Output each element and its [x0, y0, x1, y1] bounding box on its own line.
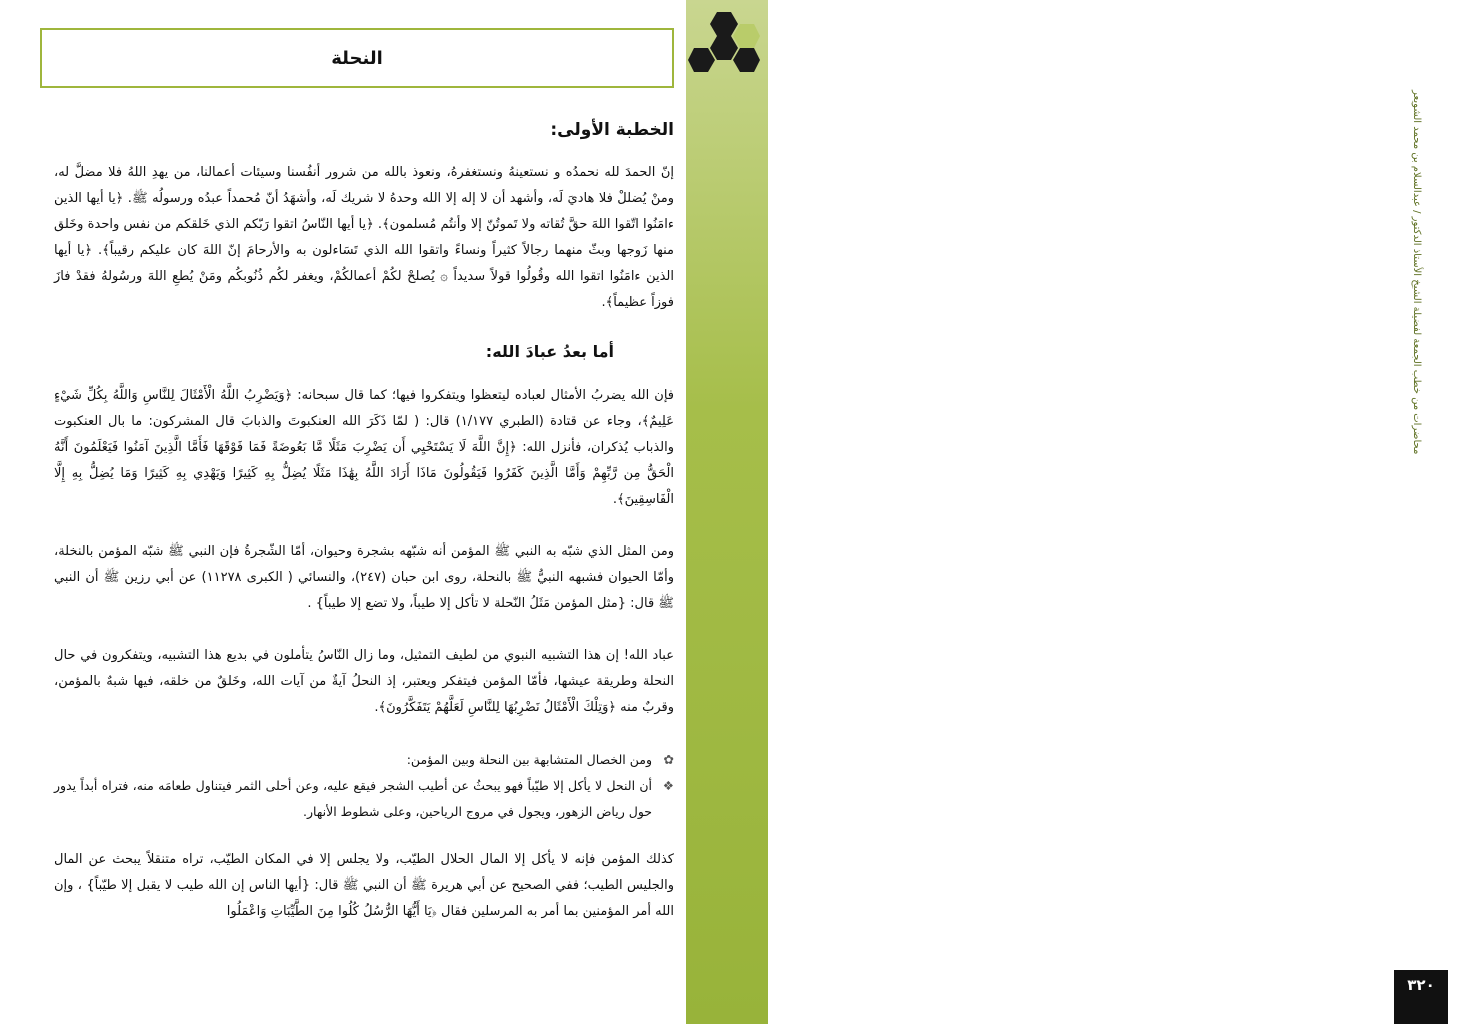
- paragraph-intro: إنّ الحمدَ لله نحمدُه و نستعينهُ ونستغفرهُ، ونعوذ بالله من شرور أنفُسنا وسيئات أعمالنا، من يهدِ اللهُ فلا مضلَّ له، ومنْ يُضللْ فلا هاديَ لَه، وأشهد أن لا إله إلا الله وحدهُ لا شريك لَه، وأشهَدُ أنّ مُحمداً عبدُه ورسولُه ﷺ. ﴿يا أيها الذين ءامَنُوا اتّقوا اللهَ حقَّ تُقاته ولا تَموتُنّ إلا وأنتُم مُسلمون﴾. ﴿يا أيها النّاسُ اتقوا رَبّكم الذي خَلقكم من نفس واحدة وخَلق منها زَوجها وبثّ منهما رجالاً كثيراً ونساءً واتقوا الله الذي تَسَاءلون به والأرحامَ إنّ اللهَ كان عليكم رقيباً﴾. ﴿يا أيها الذين ءامَنُوا اتقوا الله وقُولُوا قولاً سديداً ۞ يُصلحْ لكُمْ أعمالكُمْ، ويغفر لكُم ذُنُوبكُم ومَنْ يُطعِ اللهَ ورسُولهُ فقدْ فازَ فوزاً عظيماً﴾.: [54, 165, 674, 310]
- page-title: النحلة: [40, 28, 674, 88]
- list-item: [54, 773, 674, 825]
- side-caption: محاضرات من خطب الجمعة لفضيلة الشيخ الأستاذ الدكتور / عبدالسلام بن محمد الشويعر: [1411, 90, 1422, 455]
- page-number: ٣٢٠: [1394, 970, 1448, 1024]
- bullet-list: [54, 747, 674, 825]
- paragraph-amthal: فإن الله يضربُ الأمثال لعباده ليتعظوا ويتفكروا فيها؛ كما قال سبحانه: ﴿وَيَضْرِبُ اللَّهُ الْأَمْثَالَ لِلنَّاسِ وَاللَّهُ بِكُلِّ شَيْءٍ عَلِيمٌ﴾، وجاء عن قتادة (الطبري ١/١٧٧) قال: ( لمّا ذَكَرَ الله العنكبوتَ والذبابَ قال المشركون: ما بال العنكبوت والذباب يُذكران، فأنزل الله: ﴿إِنَّ اللَّهَ لَا يَسْتَحْيِي أَن يَضْرِبَ مَثَلًا مَّا بَعُوضَةً فَمَا فَوْقَهَا فَأَمَّا الَّذِينَ آمَنُوا فَيَعْلَمُونَ أَنَّهُ الْحَقُّ مِن رَّبِّهِمْ وَأَمَّا الَّذِينَ كَفَرُوا فَيَقُولُونَ مَاذَا أَرَادَ اللَّهُ بِهَٰذَا مَثَلًا يُضِلُّ بِهِ كَثِيرًا وَيَهْدِي بِهِ كَثِيرًا وَمَا يُضِلُّ بِهِ إِلَّا الْفَاسِقِينَ﴾.: [54, 388, 674, 507]
- list-item-text: ومن الخصال المتشابهة بين النحلة وبين المؤمن:: [406, 752, 652, 767]
- heading-first-sermon: الخطبة الأولى:: [550, 120, 674, 140]
- paragraph-last: كذلك المؤمن فإنه لا يأكل إلا المال الحلال الطيّب، ولا يجلس إلا في المكان الطيّب، تراه متنقلاً يبحث عن المال والجليس الطيب؛ ففي الصحيح عن أبي هريرة ﷺ أن النبي ﷺ قال: {أيها الناس إن الله طيب لا يقبل إلا طيّباً} ، وإن الله أمر المؤمنين بما أمر به المرسلين فقال ﴿يَا أَيُّهَا الرُّسُلُ كُلُوا مِنَ الطَّيِّبَاتِ وَاعْمَلُوا: [54, 852, 674, 919]
- flower-icon: ✿: [663, 752, 674, 767]
- side-bar: [686, 0, 1465, 1024]
- bee-icon: ❖: [662, 778, 674, 793]
- side-title: خطبة جديدة: [1414, 640, 1465, 863]
- heading-amma-baad: أما بعدُ عبادَ الله:: [485, 342, 614, 361]
- article-body: [54, 120, 674, 951]
- list-item-text: أن النحل لا يأكل إلا طيّباً فهو يبحثُ عن أطيب الشجر فيقع عليه، وعن أحلى الثمر فيتناول طعامَه منه، فتراه أبداً يدور حول رياض الزهور، ويجول في مروج الرياحين، وعلى شطوط الأنهار.: [54, 778, 652, 819]
- paragraph-mathal: ومن المثل الذي شبّه به النبي ﷺ المؤمن أنه شبّهه بشجرة وحيوان، أمّا الشّجرةُ فإن النبي ﷺ شبّه المؤمن بالنخلة، وأمّا الحيوان فشبهه النبيُّ ﷺ بالنحلة، روى ابن حبان (٢٤٧)، والنسائي ( الكبرى ١١٢٧٨) عن أبي رزين ﷺ أن النبي ﷺ قال: {مثل المؤمن مَثَلُ النّحلة لا تأكل إلا طيباً، ولا تضع إلا طيباً} .: [54, 544, 674, 611]
- list-item: [54, 747, 674, 773]
- paragraph-ibad: عباد الله! إن هذا التشبيه النبوي من لطيف التمثيل، وما زال النّاسُ يتأملون في بديع هذا التشبيه، ويتفكرون في حال النحلة وطريقة عيشها، فأمّا المؤمن فيتفكر ويعتبر، إذ النحلُ آيةٌ من آيات الله، وخَلقٌ من خلقه، فيها شبهٌ بالمؤمن، وقربٌ منه ﴿وَتِلْكَ الْأَمْثَالُ نَضْرِبُهَا لِلنَّاسِ لَعَلَّهُمْ يَتَفَكَّرُونَ﴾.: [54, 648, 674, 715]
- hexagon-decoration-icon: [690, 10, 760, 80]
